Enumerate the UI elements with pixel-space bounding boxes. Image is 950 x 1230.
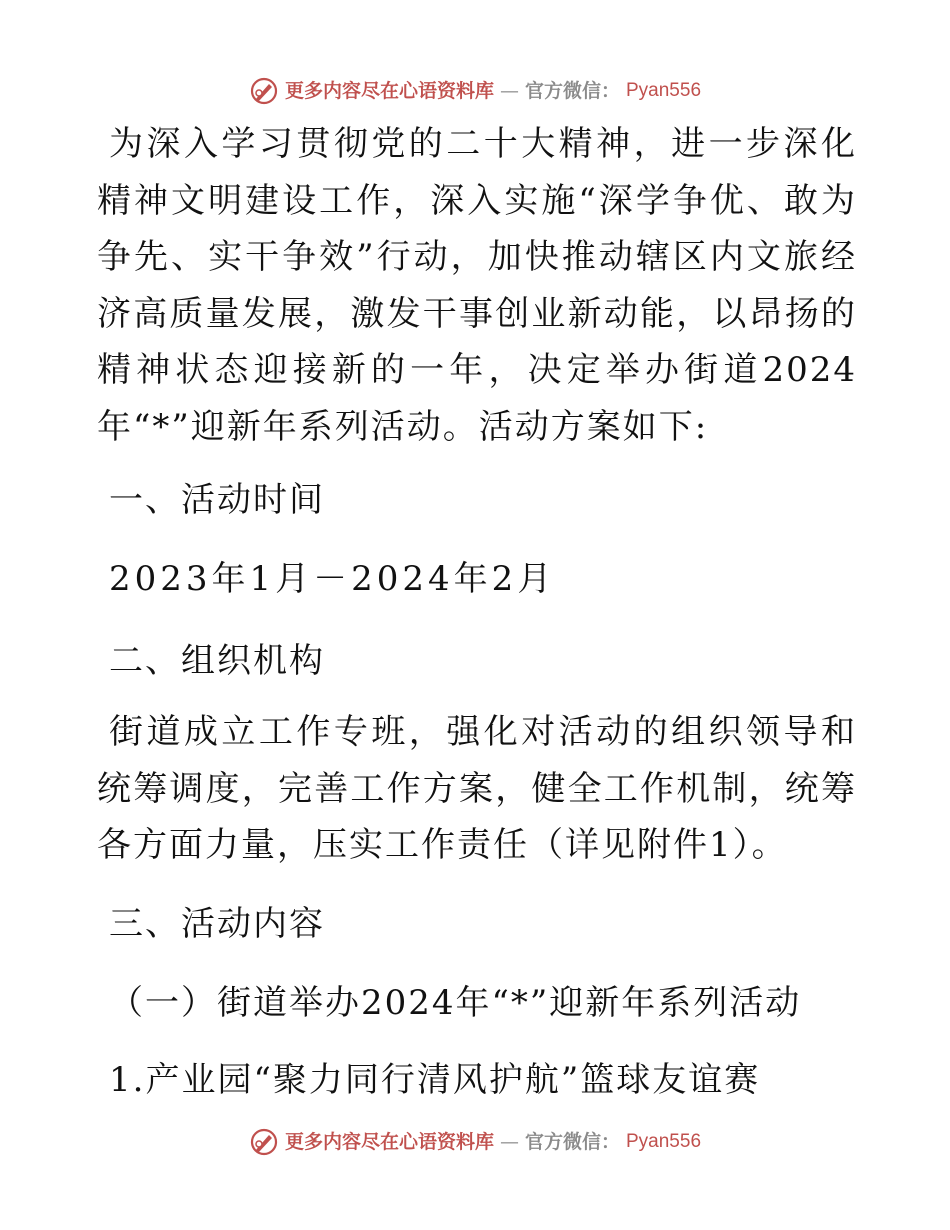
- item-1-title: 1.产业园“聚力同行清风护航”篮球友谊赛: [109, 1059, 761, 1100]
- intro-paragraph: 为深入学习贯彻党的二十大精神，进一步深化精神文明建设工作，深入实施“深学争优、敢为争先、实干争效”行动，加快推动辖区内文旅经济高质量发展，激发干事创业新动能，以昂扬的精神状态迎接新的一年，决定举办街道2024年“*”迎新年系列活动。活动方案如下:: [97, 124, 857, 447]
- watermark-official: 官方微信：: [524, 80, 620, 102]
- section-3-title: 三、活动内容: [109, 903, 325, 944]
- footer-watermark: [0, 1127, 950, 1157]
- watermark-dash: —: [499, 1131, 519, 1153]
- watermark-dash: —: [499, 80, 519, 102]
- watermark-brand: 更多内容尽在心语资料库: [284, 1131, 494, 1153]
- section-2-text: 街道成立工作专班，强化对活动的组织领导和统筹调度，完善工作方案，健全工作机制，统筹各方面力量，压实工作责任（详见附件1）。: [97, 712, 857, 865]
- watermark-id: Pyan556: [626, 1131, 702, 1152]
- quill-logo-icon: [249, 76, 279, 106]
- section-1-title: 一、活动时间: [109, 480, 325, 520]
- watermark-id: Pyan556: [626, 80, 702, 101]
- header-watermark: [0, 76, 950, 106]
- watermark-brand: 更多内容尽在心语资料库: [284, 80, 494, 102]
- subsection-1-title: （一）街道举办2024年“*”迎新年系列活动: [109, 982, 802, 1023]
- watermark-official: 官方微信：: [524, 1131, 620, 1153]
- document-body: [97, 116, 857, 1101]
- section-2-title: 二、组织机构: [109, 641, 325, 681]
- section-1-text: 2023年1月－2024年2月: [109, 559, 556, 599]
- quill-logo-icon: [249, 1127, 279, 1157]
